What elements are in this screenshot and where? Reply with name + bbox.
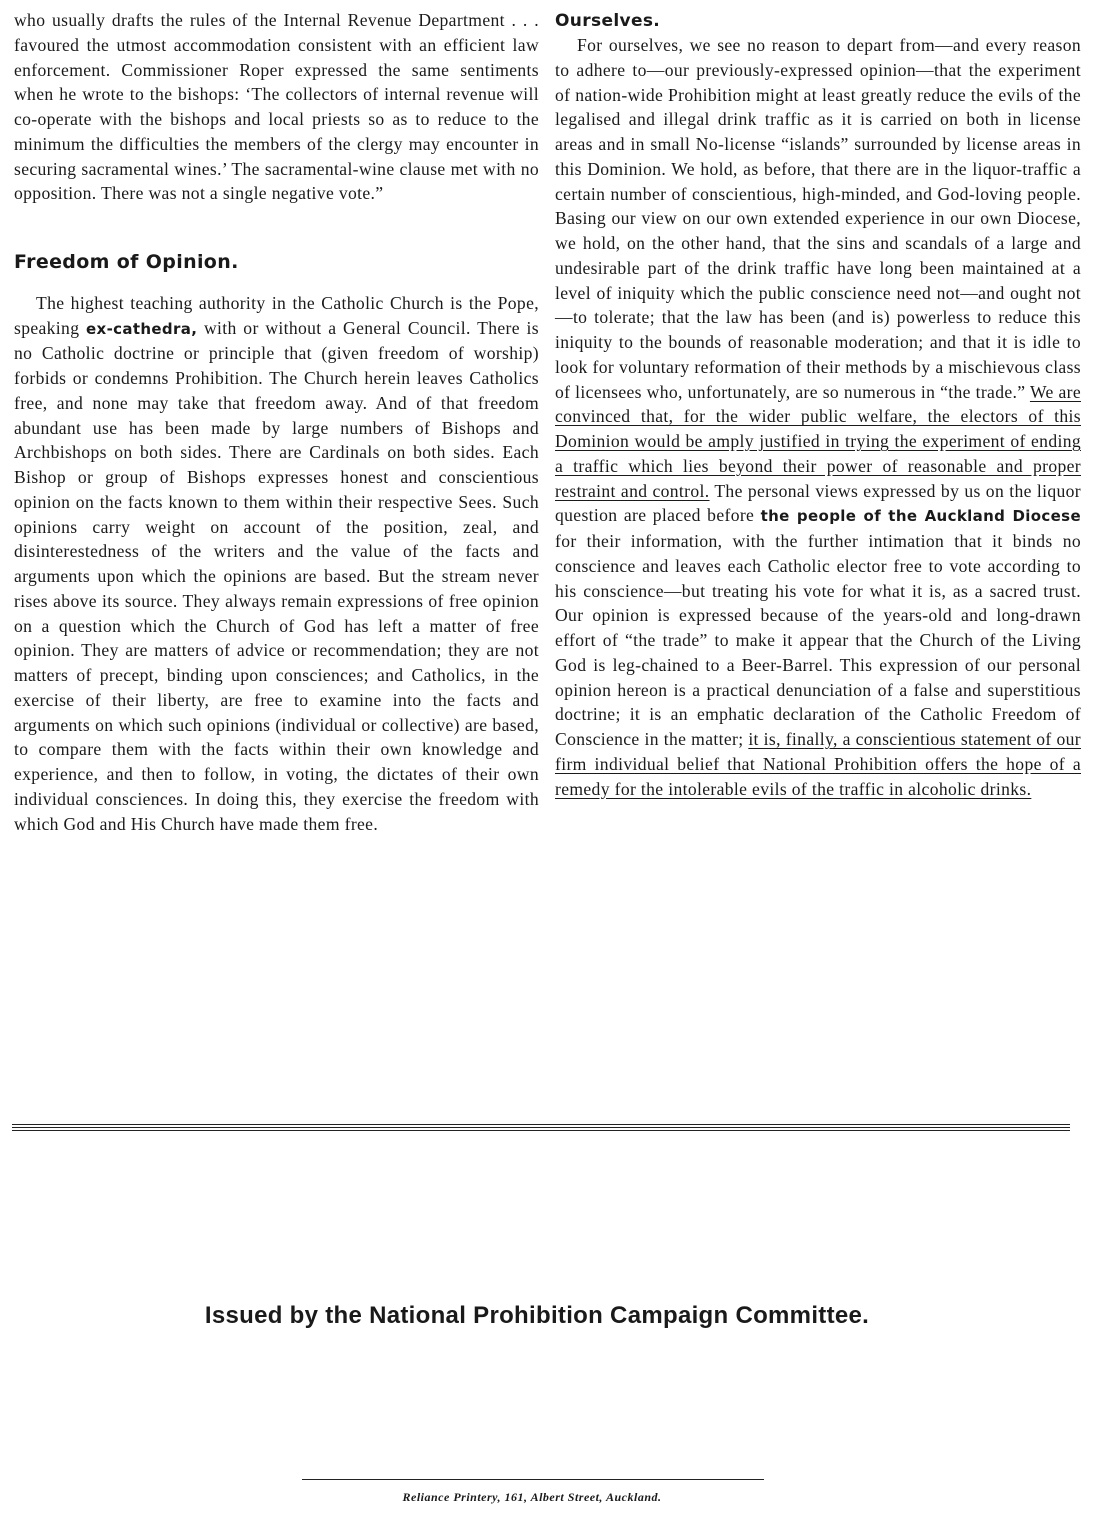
paragraph-text: for their information, with the further intimation that it binds no conscience and leaves each Catholic elector free to vote according to his conscience—but treating his vote for what it is, as a sacred trust. Our opinion is expressed because of the years-old and long-drawn effort of “the trade” to make it appear that the Church of the Living God is leg-chained to a Beer-Barrel. This expression of our personal opinion hereon is a practical denunciation of a false and superstitious doctrine; it is an emphatic declaration of the Catholic Freedom of Conscience in the matter; bbox=[555, 531, 1081, 749]
printer-divider bbox=[302, 1479, 764, 1480]
paragraph-text: The highest teaching authority in the Catholic Church is the Pope, speaking bbox=[14, 292, 539, 338]
divider-line bbox=[12, 1127, 1070, 1128]
issued-by-title: Issued by the National Prohibition Campaign Committee. bbox=[204, 1302, 870, 1329]
ourselves-paragraph bbox=[555, 33, 1081, 801]
divider-line bbox=[12, 1124, 1070, 1125]
section-heading-ourselves: Ourselves. bbox=[555, 11, 661, 31]
opening-paragraph: who usually drafts the rules of the Internal Revenue Department . . . favoured the utmost accommodation consistent with an efficient law enforcement. Commissioner Roper expressed the same sentiments when he wrote to the bishops: ‘The collectors of internal revenue will co-operate with the bishops and local priests so as to reduce to the minimum the difficulties the members of the clergy may encounter in securing sacramental wines.’ The sacramental-wine clause met with no opposition. There was not a single negative vote.” bbox=[14, 10, 539, 204]
right-column bbox=[555, 8, 1081, 801]
emphasis-auckland-diocese: the people of the Auckland Diocese bbox=[760, 507, 1081, 526]
printer-imprint: Reliance Printery, 161, Albert Street, Auckland. bbox=[402, 1490, 662, 1504]
underlined-passage-belief: it is, finally, a conscientious statement of our firm individual belief that National Prohibition offers the hope of a remedy for the intolerable evils of the traffic in alcoholic drinks. bbox=[555, 729, 1081, 799]
paragraph-text: with or without a General Council. There is no Catholic doctrine or principle that (given freedom of worship) forbids or condemns Prohibition. The Church herein leaves Catholics free, and none may take that freedom away. And of that freedom abundant use has been made by large numbers of Bishops and Archbishops on both sides. There are Cardinals on both sides. Each Bishop or group of Bishops expresses honest and conscientious opinion on the facts known to them within their respective Sees. Such opinions carry weight on account of the position, zeal, and disinterestedness of the writers and the value of the facts and arguments upon which the opinions are based. But the stream never rises above its source. They always remain expressions of free opinion on a question which the Church of God has left a matter of free opinion. They are matters of advice or recommendation; they are not matters of precept, binding upon consciences; and Catholics, in the exercise of their liberty, are free to examine into the facts and arguments on which such opinions (individual or collective) are based, to compare them with the facts within their own knowledge and experience, and then to follow, in voting, the dictates of their own individual consciences. In doing this, they exercise the freedom with which God and His Church have made them free. bbox=[14, 317, 539, 834]
section-heading-freedom-of-opinion: Freedom of Opinion. bbox=[14, 251, 239, 273]
left-column bbox=[14, 8, 539, 836]
emphasis-ex-cathedra: ex-cathedra, bbox=[86, 319, 198, 338]
divider-line bbox=[12, 1130, 1070, 1131]
freedom-of-opinion-paragraph bbox=[14, 291, 539, 837]
underlined-passage-conviction: We are convinced that, for the wider public welfare, the electors of this Dominion would be amply justified in trying the experiment of ending a traffic which lies beyond their power of reasonable and proper restraint and control. bbox=[555, 381, 1081, 501]
paragraph-text: For ourselves, we see no reason to depart from—and every reason to adhere to—our previously-expressed opinion—that the experiment of nation-wide Prohibition might at least greatly reduce the evils of the legalised and illegal drink traffic as it is carried on both in license areas and in small No-license “islands” surrounded by license areas in this Dominion. We hold, as before, that there are in the liquor-traffic a certain number of conscientious, high-minded, and God-loving people. Basing our view on our own extended experience in our own Diocese, we hold, on the other hand, that the sins and scandals of a large and undesirable part of the drink traffic have long been maintained at a level of iniquity which the public conscience need not—and ought not—to tolerate; that the law has been (and is) powerless to reduce this iniquity to the bounds of reasonable moderation; and that it is idle to look for voluntary reformation of their methods by a mischievous class of licensees who, unfortunately, are so numerous in “the trade.” bbox=[555, 35, 1081, 402]
paragraph-text: The personal views expressed by us on the liquor question are placed before bbox=[555, 480, 1082, 526]
double-rule-divider bbox=[12, 1124, 1070, 1133]
